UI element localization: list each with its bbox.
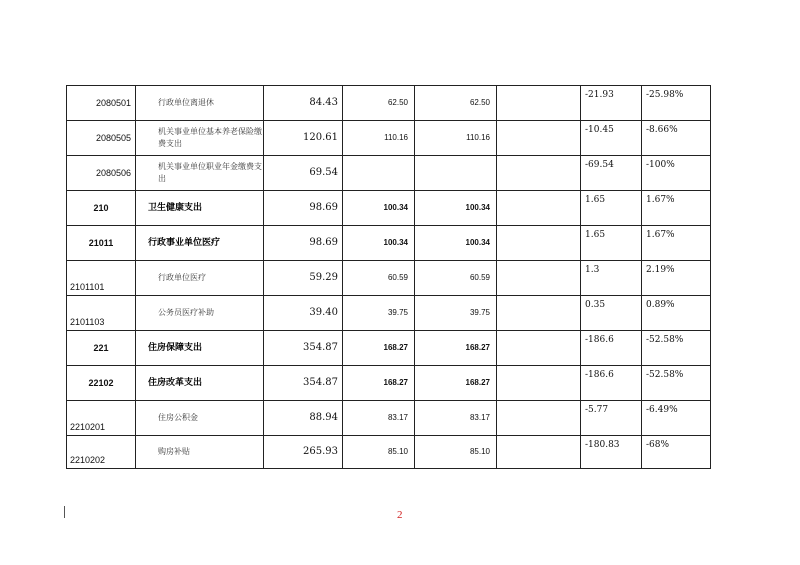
row-value-3: 100.34 <box>415 226 497 261</box>
row-blank <box>497 121 581 156</box>
row-diff: -180.83 <box>581 436 642 469</box>
budget-table-body <box>67 86 711 469</box>
row-value-2: 100.34 <box>343 191 415 226</box>
row-value-1: 59.29 <box>264 261 343 296</box>
row-value-1: 98.69 <box>264 191 343 226</box>
row-code: 2080505 <box>67 121 136 156</box>
row-value-3: 168.27 <box>415 366 497 401</box>
row-value-1: 354.87 <box>264 366 343 401</box>
row-diff: -186.6 <box>581 366 642 401</box>
row-diff: -21.93 <box>581 86 642 121</box>
row-code: 2101103 <box>67 296 136 331</box>
margin-mark <box>64 506 65 518</box>
row-diff: -5.77 <box>581 401 642 436</box>
row-value-3: 168.27 <box>415 331 497 366</box>
table-row <box>67 156 711 191</box>
row-diff: 1.3 <box>581 261 642 296</box>
row-value-2: 83.17 <box>343 401 415 436</box>
row-code: 210 <box>67 191 136 226</box>
row-name: 住房公积金 <box>136 401 264 436</box>
table-row <box>67 226 711 261</box>
row-diff: 1.65 <box>581 191 642 226</box>
row-code: 22102 <box>67 366 136 401</box>
row-name: 购房补贴 <box>136 436 264 469</box>
row-value-1: 120.61 <box>264 121 343 156</box>
row-name: 住房改革支出 <box>136 366 264 401</box>
row-value-3: 39.75 <box>415 296 497 331</box>
row-value-3: 110.16 <box>415 121 497 156</box>
row-name: 公务员医疗补助 <box>136 296 264 331</box>
table-row <box>67 366 711 401</box>
page-number: 2 <box>397 509 403 521</box>
row-value-2: 110.16 <box>343 121 415 156</box>
row-value-2 <box>343 156 415 191</box>
row-blank <box>497 366 581 401</box>
row-blank <box>497 156 581 191</box>
row-pct: 2.19% <box>642 261 711 296</box>
row-code: 2080501 <box>67 86 136 121</box>
row-blank <box>497 401 581 436</box>
row-blank <box>497 191 581 226</box>
row-value-2: 168.27 <box>343 366 415 401</box>
table-row <box>67 121 711 156</box>
row-value-3: 85.10 <box>415 436 497 469</box>
row-value-3: 100.34 <box>415 191 497 226</box>
row-pct: -6.49% <box>642 401 711 436</box>
row-value-2: 39.75 <box>343 296 415 331</box>
row-name: 行政单位离退休 <box>136 86 264 121</box>
row-pct: -52.58% <box>642 366 711 401</box>
table-row <box>67 296 711 331</box>
table-row <box>67 261 711 296</box>
row-blank <box>497 86 581 121</box>
row-value-2: 100.34 <box>343 226 415 261</box>
row-value-3: 62.50 <box>415 86 497 121</box>
row-blank <box>497 296 581 331</box>
table-row <box>67 331 711 366</box>
row-name: 行政事业单位医疗 <box>136 226 264 261</box>
row-value-2: 60.59 <box>343 261 415 296</box>
row-value-1: 88.94 <box>264 401 343 436</box>
row-pct: 1.67% <box>642 226 711 261</box>
row-pct: 1.67% <box>642 191 711 226</box>
row-code: 2101101 <box>67 261 136 296</box>
table-row <box>67 401 711 436</box>
row-value-1: 39.40 <box>264 296 343 331</box>
row-value-2: 62.50 <box>343 86 415 121</box>
row-value-1: 354.87 <box>264 331 343 366</box>
row-blank <box>497 436 581 469</box>
row-value-1: 98.69 <box>264 226 343 261</box>
row-code: 21011 <box>67 226 136 261</box>
row-value-1: 265.93 <box>264 436 343 469</box>
row-value-1: 69.54 <box>264 156 343 191</box>
row-blank <box>497 261 581 296</box>
row-pct: -100% <box>642 156 711 191</box>
row-diff: -10.45 <box>581 121 642 156</box>
row-code: 2210202 <box>67 436 136 469</box>
row-value-2: 168.27 <box>343 331 415 366</box>
row-value-2: 85.10 <box>343 436 415 469</box>
row-pct: -8.66% <box>642 121 711 156</box>
row-diff: -69.54 <box>581 156 642 191</box>
row-blank <box>497 331 581 366</box>
row-name: 卫生健康支出 <box>136 191 264 226</box>
row-value-3 <box>415 156 497 191</box>
row-pct: -25.98% <box>642 86 711 121</box>
row-name: 机关事业单位职业年金缴费支出 <box>136 156 264 191</box>
row-blank <box>497 226 581 261</box>
row-pct: -52.58% <box>642 331 711 366</box>
row-value-3: 60.59 <box>415 261 497 296</box>
row-value-1: 84.43 <box>264 86 343 121</box>
row-diff: 0.35 <box>581 296 642 331</box>
row-code: 2080506 <box>67 156 136 191</box>
table-row <box>67 191 711 226</box>
row-pct: -68% <box>642 436 711 469</box>
table-row <box>67 86 711 121</box>
row-code: 221 <box>67 331 136 366</box>
row-value-3: 83.17 <box>415 401 497 436</box>
budget-table <box>66 85 711 469</box>
row-diff: 1.65 <box>581 226 642 261</box>
row-name: 机关事业单位基本养老保险缴费支出 <box>136 121 264 156</box>
table-row <box>67 436 711 469</box>
row-name: 住房保障支出 <box>136 331 264 366</box>
row-diff: -186.6 <box>581 331 642 366</box>
row-pct: 0.89% <box>642 296 711 331</box>
row-code: 2210201 <box>67 401 136 436</box>
row-name: 行政单位医疗 <box>136 261 264 296</box>
